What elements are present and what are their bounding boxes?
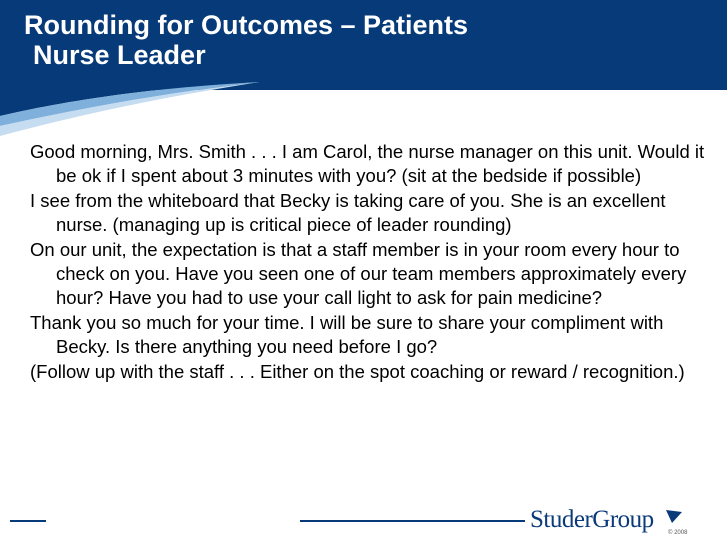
paragraph-greeting: Good morning, Mrs. Smith . . . I am Carol, the nurse manager on this unit. Would it be ok if I spent about 3 minutes with you? (sit at the bedside if possible) — [30, 141, 705, 187]
slide-body — [30, 140, 720, 384]
studer-group-logo: StuderGroup — [530, 506, 654, 533]
paragraph-follow-up: (Follow up with the staff . . . Either on the spot coaching or reward / recognition.) — [30, 360, 685, 382]
logo-flag-icon — [666, 510, 682, 524]
paragraph-expectation: On our unit, the expectation is that a staff member is in your room every hour to check on you. Have you seen one of our team members approximately every hour? Have you had to use your call light to ask for pain medicine? — [30, 238, 687, 309]
footer-divider-right — [300, 520, 525, 522]
title-line-1: Rounding for Outcomes – Patients — [24, 10, 469, 40]
copyright-text: © 2008 — [668, 530, 688, 536]
footer-divider-left — [10, 520, 46, 522]
paragraph-whiteboard: I see from the whiteboard that Becky is taking care of you. She is an excellent nurse. (managing up is critical piece of leader rounding) — [30, 189, 666, 236]
paragraph-thanks: Thank you so much for your time. I will be sure to share your compliment with Becky. Is there anything you need before I go? — [30, 311, 664, 358]
slide-title — [24, 10, 468, 70]
header-swoosh — [0, 60, 727, 150]
title-line-2: Nurse Leader — [33, 40, 206, 70]
